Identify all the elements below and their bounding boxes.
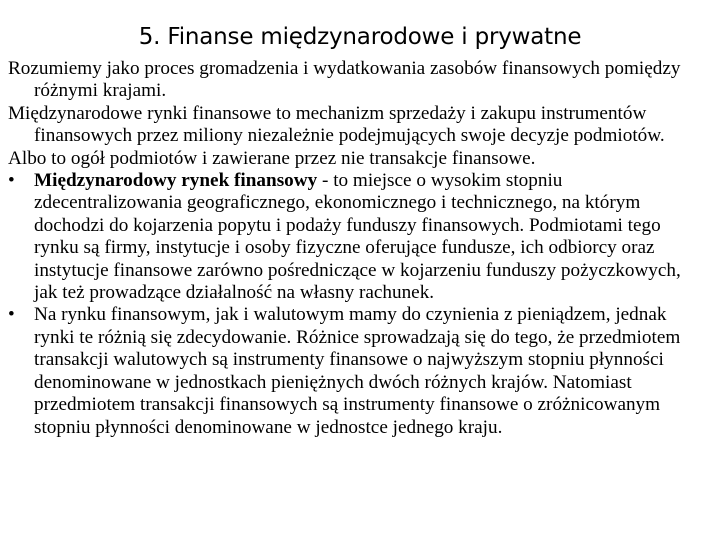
bullet-item-currency-market — [8, 304, 708, 438]
paragraph-entities: Albo to ogół podmiotów i zawierane przez nie transakcje finansowe. — [8, 147, 536, 169]
bullet-text: Na rynku finansowym, jak i walutowym mamy do czynienia z pieniądzem, jednak rynki te różnią się zdecydowanie. Różnice sprowadzają się do tego, że przedmiotem transakcji walutowych są instrumenty finansowe o najwyższym stopniu płynności denominowane w jednostkach pieniężnych dwóch różnych krajów. Natomiast przedmiotem transakcji finansowych są instrumenty finansowe o zróżnicowanym stopniu płynności denominowane w jednostce jednego kraju. — [34, 304, 681, 438]
bullet-icon: • — [8, 170, 15, 192]
slide-body — [8, 58, 708, 439]
paragraph-definition: Rozumiemy jako proces gromadzenia i wydatkowania zasobów finansowych pomiędzy różnymi krajami. — [8, 58, 681, 102]
bullet-item-international-market — [8, 170, 708, 304]
paragraph-markets: Międzynarodowe rynki finansowe to mechanizm sprzedaży i zakupu instrumentów finansowych przez miliony niezależnie podejmujących swoje decyzje podmiotów. — [8, 102, 665, 147]
bullet-icon: • — [8, 304, 15, 326]
slide-title: 5. Finanse międzynarodowe i prywatne — [138, 24, 582, 50]
bullet-term: Międzynarodowy rynek finansowy — [34, 170, 318, 192]
bullet-text: - to miejsce o wysokim stopniu zdecentralizowania geograficznego, ekonomicznego i technicznego, na którym dochodzi do kojarzenia popytu i podaży funduszy finansowych. Podmiotami tego rynku są firmy, instytucje i osoby fizyczne oferujące fundusze, ich odbiorcy oraz instytucje finansowe zarówno pośredniczące w kojarzeniu funduszy pożyczkowych, jak też prowadzące działalność na własny rachunek. — [34, 170, 681, 304]
